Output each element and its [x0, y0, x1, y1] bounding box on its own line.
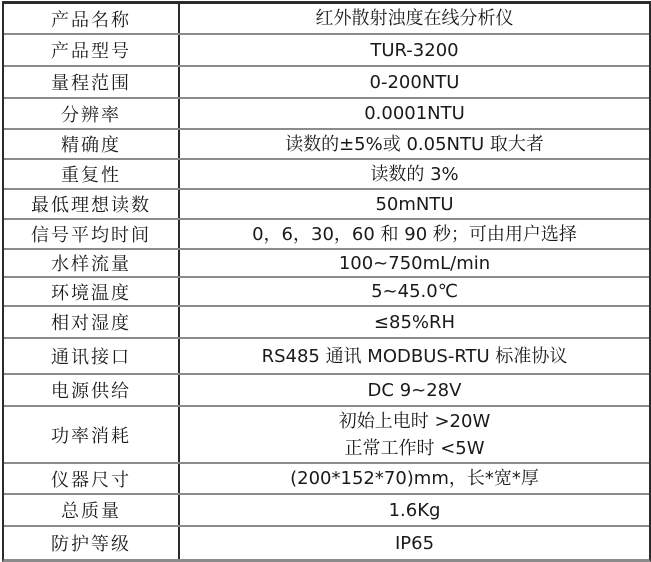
spec-value: 0-200NTU	[369, 71, 460, 93]
spec-value-cell	[180, 250, 649, 276]
spec-row	[4, 495, 649, 527]
spec-row	[4, 99, 649, 130]
spec-row	[4, 339, 649, 375]
spec-value: (200*152*70)mm，长*宽*厚	[290, 468, 539, 489]
spec-row	[4, 67, 649, 99]
spec-row	[4, 407, 649, 464]
spec-label: 重复性	[4, 160, 180, 188]
spec-label: 水样流量	[4, 250, 180, 276]
spec-value: 5~45.0℃	[371, 281, 458, 302]
spec-value-cell	[180, 130, 649, 158]
spec-value-cell	[180, 160, 649, 188]
spec-label: 仪器尺寸	[4, 464, 180, 493]
spec-label: 电源供给	[4, 375, 180, 405]
spec-label: 产品型号	[4, 35, 180, 65]
spec-value-cell	[180, 67, 649, 97]
spec-value-cell	[180, 339, 649, 373]
spec-value-cell	[180, 307, 649, 337]
spec-row	[4, 4, 649, 35]
spec-row	[4, 307, 649, 339]
spec-label: 信号平均时间	[4, 220, 180, 248]
spec-row	[4, 160, 649, 190]
spec-value-cell	[180, 35, 649, 65]
spec-value: 50mNTU	[375, 193, 454, 215]
spec-row	[4, 278, 649, 307]
spec-value-cell	[180, 190, 649, 218]
spec-value: 读数的±5%或 0.05NTU 取大者	[285, 133, 544, 155]
spec-label: 分辨率	[4, 99, 180, 128]
spec-value: IP65	[394, 532, 435, 554]
spec-value-cell	[180, 278, 649, 305]
spec-row	[4, 220, 649, 250]
spec-row	[4, 375, 649, 407]
spec-row	[4, 130, 649, 160]
spec-label: 最低理想读数	[4, 190, 180, 218]
spec-value-cell	[180, 407, 649, 462]
spec-value: 红外散射浊度在线分析仪	[315, 8, 514, 29]
spec-value: 0，6，30，60 和 90 秒；可由用户选择	[252, 223, 577, 245]
spec-label: 总质量	[4, 495, 180, 525]
spec-label: 功率消耗	[4, 407, 180, 462]
spec-value-cell	[180, 527, 649, 559]
spec-label: 环境温度	[4, 278, 180, 305]
spec-label: 相对湿度	[4, 307, 180, 337]
spec-value: 读数的 3%	[370, 163, 459, 185]
spec-value-cell	[180, 99, 649, 128]
spec-label: 通讯接口	[4, 339, 180, 373]
spec-value-cell	[180, 495, 649, 525]
spec-value: 初始上电时 >20W	[338, 410, 491, 432]
spec-label: 防护等级	[4, 527, 180, 559]
spec-value-cell	[180, 220, 649, 248]
spec-value: DC 9~28V	[367, 379, 462, 401]
spec-value: RS485 通讯 MODBUS-RTU 标准协议	[261, 345, 568, 367]
spec-value: 0.0001NTU	[364, 103, 465, 124]
spec-label: 精确度	[4, 130, 180, 158]
spec-value: ≤85%RH	[373, 311, 456, 333]
spec-value: 1.6Kg	[388, 499, 441, 521]
spec-row	[4, 527, 649, 559]
spec-value: 正常工作时 <5W	[344, 437, 485, 459]
spec-value: TUR-3200	[370, 39, 459, 61]
spec-row	[4, 35, 649, 67]
spec-table	[2, 1, 651, 562]
spec-label: 量程范围	[4, 67, 180, 97]
spec-value-cell	[180, 4, 649, 33]
spec-row	[4, 250, 649, 278]
spec-row	[4, 464, 649, 495]
spec-label: 产品名称	[4, 4, 180, 33]
spec-value: 100~750mL/min	[338, 252, 491, 274]
spec-value-cell	[180, 375, 649, 405]
spec-row	[4, 190, 649, 220]
spec-value-cell	[180, 464, 649, 493]
